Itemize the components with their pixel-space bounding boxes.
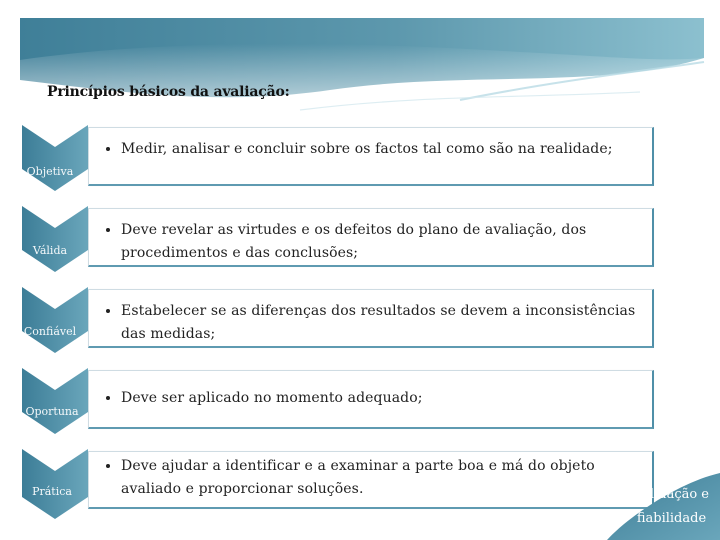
row-text: • Medir, analisar e concluir sobre os factos tal como são na realidade; [121, 138, 642, 161]
chevron-objetiva [22, 125, 88, 191]
row-label: Confiável [23, 325, 77, 338]
footer-tag [607, 473, 720, 540]
header-banner [0, 0, 720, 120]
row-box [88, 289, 654, 348]
row-box [88, 451, 654, 509]
chevron-valida [22, 206, 88, 272]
row-text: • Deve ajudar a identificar e a examinar a parte boa e má do objeto avaliado e proporcionar soluções. [121, 455, 642, 501]
row-label: Oportuna [25, 405, 79, 418]
row-text: • Estabelecer se as diferenças dos resultados se devem a inconsistências das medidas; [121, 300, 642, 346]
chevron-pratica [22, 449, 88, 519]
row-box [88, 370, 654, 429]
footer-tag-line2: fiabilidade [636, 511, 707, 526]
row-box [88, 127, 654, 186]
chevron-oportuna [22, 368, 88, 434]
footer-tag-line1: Validação e [633, 487, 710, 502]
page-title: Princípios básicos da avaliação: [47, 84, 290, 100]
row-label: Válida [32, 244, 68, 257]
row-text: • Deve revelar as virtudes e os defeitos do plano de avaliação, dos procedimentos e das conclusões; [121, 219, 642, 265]
row-box [88, 208, 654, 267]
row-label: Objetiva [26, 165, 74, 178]
chevron-confiavel [22, 287, 88, 353]
row-text: • Deve ser aplicado no momento adequado; [121, 387, 642, 410]
row-label: Prática [32, 485, 72, 498]
